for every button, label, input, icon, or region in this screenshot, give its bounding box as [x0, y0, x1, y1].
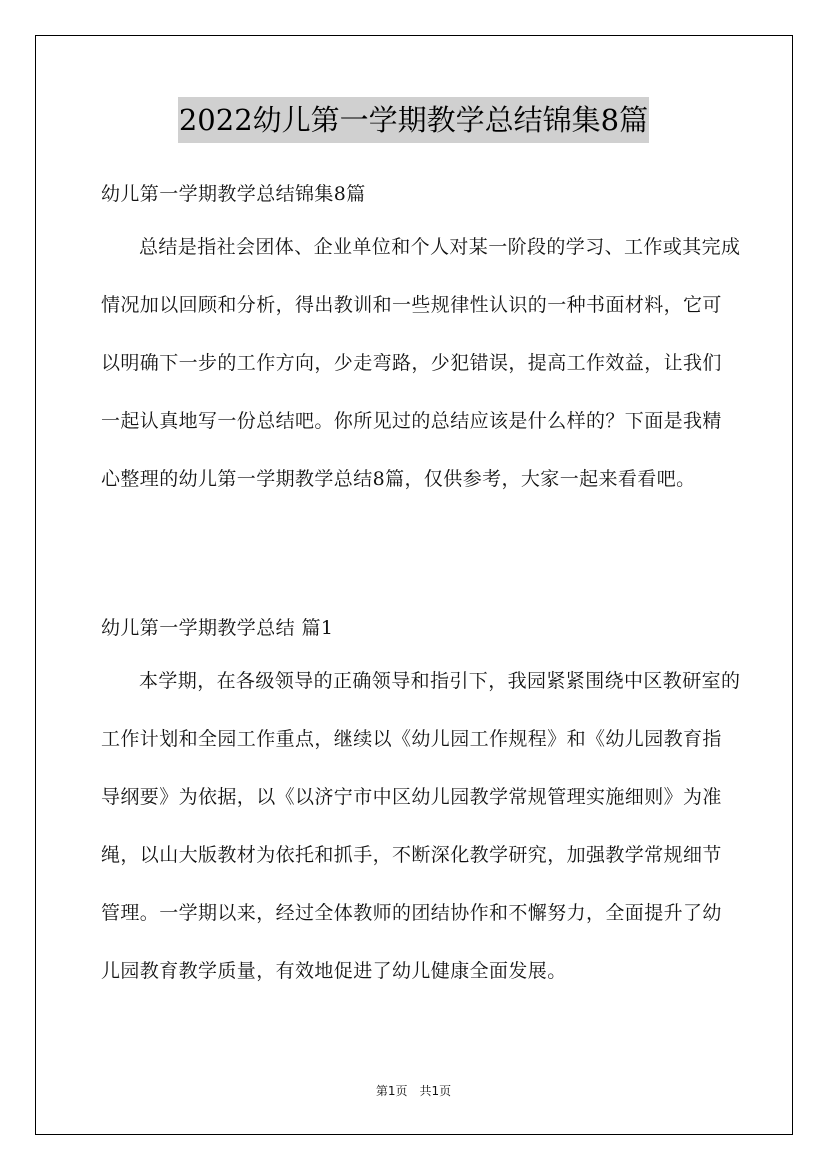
page-footer: 第1页 共1页	[375, 1084, 452, 1098]
intro-paragraph: 总结是指社会团体、企业单位和个人对某一阶段的学习、工作或其完成情况加以回顾和分析，得出教训和一些规律性认识的一种书面材料，它可以明确下一步的工作方向，少走弯路，少犯错误，提高工作效益，让我们一起认真地写一份总结吧。你所见过的总结应该是什么样的？下面是我精心整理的幼儿第一学期教学总结8篇，仅供参考，大家一起来看看吧。	[101, 236, 741, 490]
title-container	[0, 97, 827, 143]
section-paragraph: 本学期，在各级领导的正确领导和指引下，我园紧紧围绕中区教研室的工作计划和全园工作重点，继续以《幼儿园工作规程》和《幼儿园教育指导纲要》为依据，以《以济宁市中区幼儿园教学常规管理实施细则》为准绳，以山大版教材为依托和抓手，不断深化教学研究，加强教学常规细节管理。一学期以来，经过全体教师的团结协作和不懈努力，全面提升了幼儿园教育教学质量，有效地促进了幼儿健康全面发展。	[101, 670, 741, 982]
document-subtitle: 幼儿第一学期教学总结锦集8篇	[101, 183, 366, 205]
document-title: 2022幼儿第一学期教学总结锦集8篇	[178, 97, 649, 143]
section-heading: 幼儿第一学期教学总结 篇1	[101, 617, 334, 639]
